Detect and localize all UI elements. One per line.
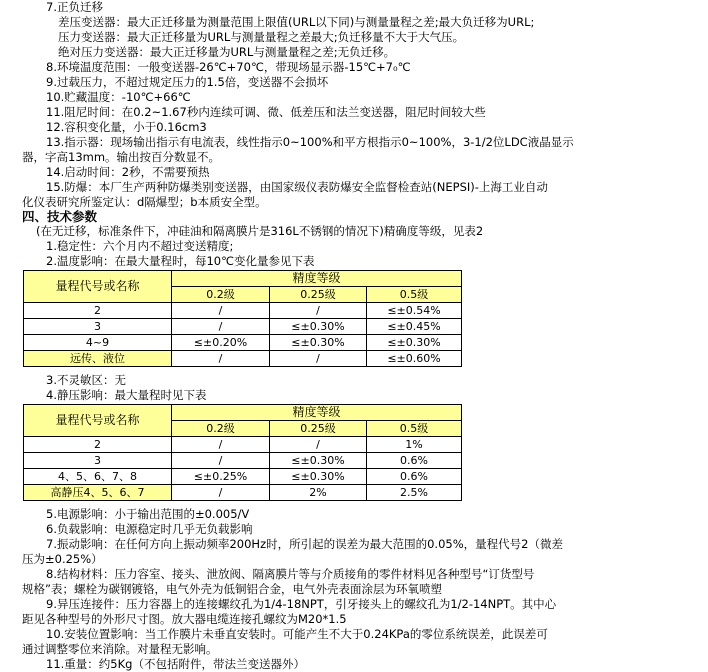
param-10-mounting: 10.安装位置影响：当工作膜片未垂直安装时。可能产生不大于0.24KPa的零位系统误差，此误差可 [46,627,548,641]
table1-code: 远传、液位 [24,351,172,367]
table1-cell: / [270,351,367,367]
tech-params-intro: (在无迁移，标准条件下，冲硅油和隔离膜片是316L不锈钢的情况下)精确度等级，见表2 [36,224,484,238]
table1-header-code: 量程代号或名称 [24,271,172,303]
table1-cell: / [172,303,270,319]
table-row [24,351,462,367]
param-3-dead-band: 3.不灵敏区：无 [46,373,126,387]
table2-cell: / [270,437,367,453]
table1-cell: ≤±0.54% [367,303,462,319]
table-row [24,485,462,501]
table1-cell: ≤±0.45% [367,319,462,335]
static-pressure-table [23,404,462,501]
table2-header-code: 量程代号或名称 [24,405,172,437]
table-row [24,453,462,469]
table2-cell: ≤±0.30% [270,453,367,469]
table-row [24,319,462,335]
table2-grade: 0.5级 [367,421,462,437]
table2-cell: 0.6% [367,469,462,485]
table1-code: 2 [24,303,172,319]
table2-code: 4、5、6、7、8 [24,469,172,485]
table1-cell: ≤±0.30% [270,335,367,351]
param-9-connections: 9.异压连接件：压力容器上的连接螺纹孔为1/4-18NPT，引牙接头上的螺纹孔为1/2-14NPT。其中心 [46,597,557,611]
item-7-diff-pressure: 差压变送器：最大正迁移量为测量范围上限值(URL以下同)与测量量程之差;最大负迁移为URL; [58,15,535,29]
param-2-temperature: 2.温度影响：在最大量程时，每10℃变化量参见下表 [46,254,315,268]
table1-cell: ≤±0.30% [367,335,462,351]
item-7-pressure: 压力变送器：最大正迁移量为URL与测量量程之差最大;负迁移量不大于大气压。 [58,30,465,44]
table1-grade: 0.5级 [367,287,462,303]
table1-grade: 0.2级 [172,287,270,303]
param-7-vibration-cont: 压为±0.25%） [22,552,103,566]
item-7-title: 7.正负迁移 [46,0,103,14]
table1-cell: / [172,319,270,335]
item-9-overload: 9.过载压力，不超过规定压力的1.5倍，变送器不会损坏 [46,75,329,89]
table1-code: 4~9 [24,335,172,351]
table1-header-accuracy: 精度等级 [172,271,462,287]
param-6-load: 6.负载影响：电源稳定时几乎无负载影响 [46,522,253,536]
param-4-static-pressure: 4.静压影响：最大量程时见下表 [46,388,207,402]
table2-cell: 2.5% [367,485,462,501]
item-13-indicator-cont: 器，字高13mm。输出按百分数显不。 [22,150,221,164]
item-8-ambient-temp: 8.环境温度范围：一般变送器-26℃+70℃，带现场显示器-15℃+7₀℃ [46,60,411,74]
param-7-vibration: 7.振动影响：在任何方向上振动频率200Hz时，所引起的误差为最大范围的0.05%，量程代号2（微差 [46,537,563,551]
table-row [24,469,462,485]
table2-grade: 0.25级 [270,421,367,437]
table1-cell: ≤±0.20% [172,335,270,351]
table2-code: 2 [24,437,172,453]
table1-cell: ≤±0.60% [367,351,462,367]
table-row [24,335,462,351]
table1-grade: 0.25级 [270,287,367,303]
param-5-power-supply: 5.电源影响：小于输出范围的±0.005/V [46,507,250,521]
table2-code: 3 [24,453,172,469]
item-15-explosion-proof: 15.防爆：本厂生产两种防爆类别变送器，由国家级仪表防爆安全监督检查站(NEPSI)-上海工业自动 [46,180,548,194]
table2-cell: / [172,437,270,453]
param-9-connections-cont: 距见各种型号的外形尺寸图。放大器电缆连接孔螺纹为M20*1.5 [22,612,347,626]
table2-header-accuracy: 精度等级 [172,405,462,421]
table2-code: 高静压4、5、6、7 [24,485,172,501]
item-10-storage-temp: 10.贮藏温度：-10℃+66℃ [46,90,191,104]
table2-cell: 1% [367,437,462,453]
temperature-effect-table [23,270,462,367]
param-11-weight: 11.重量：约5Kg（不包括附件，带法兰变送器外） [46,657,305,671]
param-8-materials-cont: 规格”表；螺栓为碳钢镀铬，电气外壳为低铜铝合金，电气外壳表面涂层为环氧喷塑 [22,582,442,596]
item-14-startup: 14.启动时间：2秒，不需要预热 [46,165,210,179]
table2-cell: 0.6% [367,453,462,469]
table2-cell: / [172,453,270,469]
param-8-materials: 8.结构材料：压力容室、接头、泄放阀、隔离膜片等与介质接角的零件材料见各种型号“订货型号 [46,567,535,581]
table1-cell: / [270,303,367,319]
item-7-absolute-pressure: 绝对压力变送器：最大正迁移量为URL与测量量程之差;无负迁移。 [58,45,396,59]
table2-cell: ≤±0.30% [270,469,367,485]
section-heading-tech-params: 四、技术参数 [22,209,98,224]
table2-cell: ≤±0.25% [172,469,270,485]
item-15-explosion-proof-cont: 化仪表研究所鉴定认：d隔爆型；b本质安全型。 [22,195,267,209]
param-10-mounting-cont: 通过调整零位来消除。对量程无影响。 [22,642,218,656]
table1-cell: / [172,351,270,367]
table1-cell: ≤±0.30% [270,319,367,335]
item-11-damping: 11.阻尼时间：在0.2~1.67秒内连续可调、微、低差压和法兰变送器，阻尼时间较大些 [46,105,486,119]
table2-cell: 2% [270,485,367,501]
table-row [24,303,462,319]
item-12-volume-change: 12.容积变化量，小于0.16cm3 [46,120,207,134]
param-1-stability: 1.稳定性：六个月内不超过变送精度; [46,239,234,253]
table-row [24,437,462,453]
item-13-indicator: 13.指示器：现场输出指示有电流表，线性指示0~100%和平方根指示0~100%，3-1/2位LDC液晶显示 [46,135,574,149]
table2-grade: 0.2级 [172,421,270,437]
table1-code: 3 [24,319,172,335]
table2-cell: / [172,485,270,501]
